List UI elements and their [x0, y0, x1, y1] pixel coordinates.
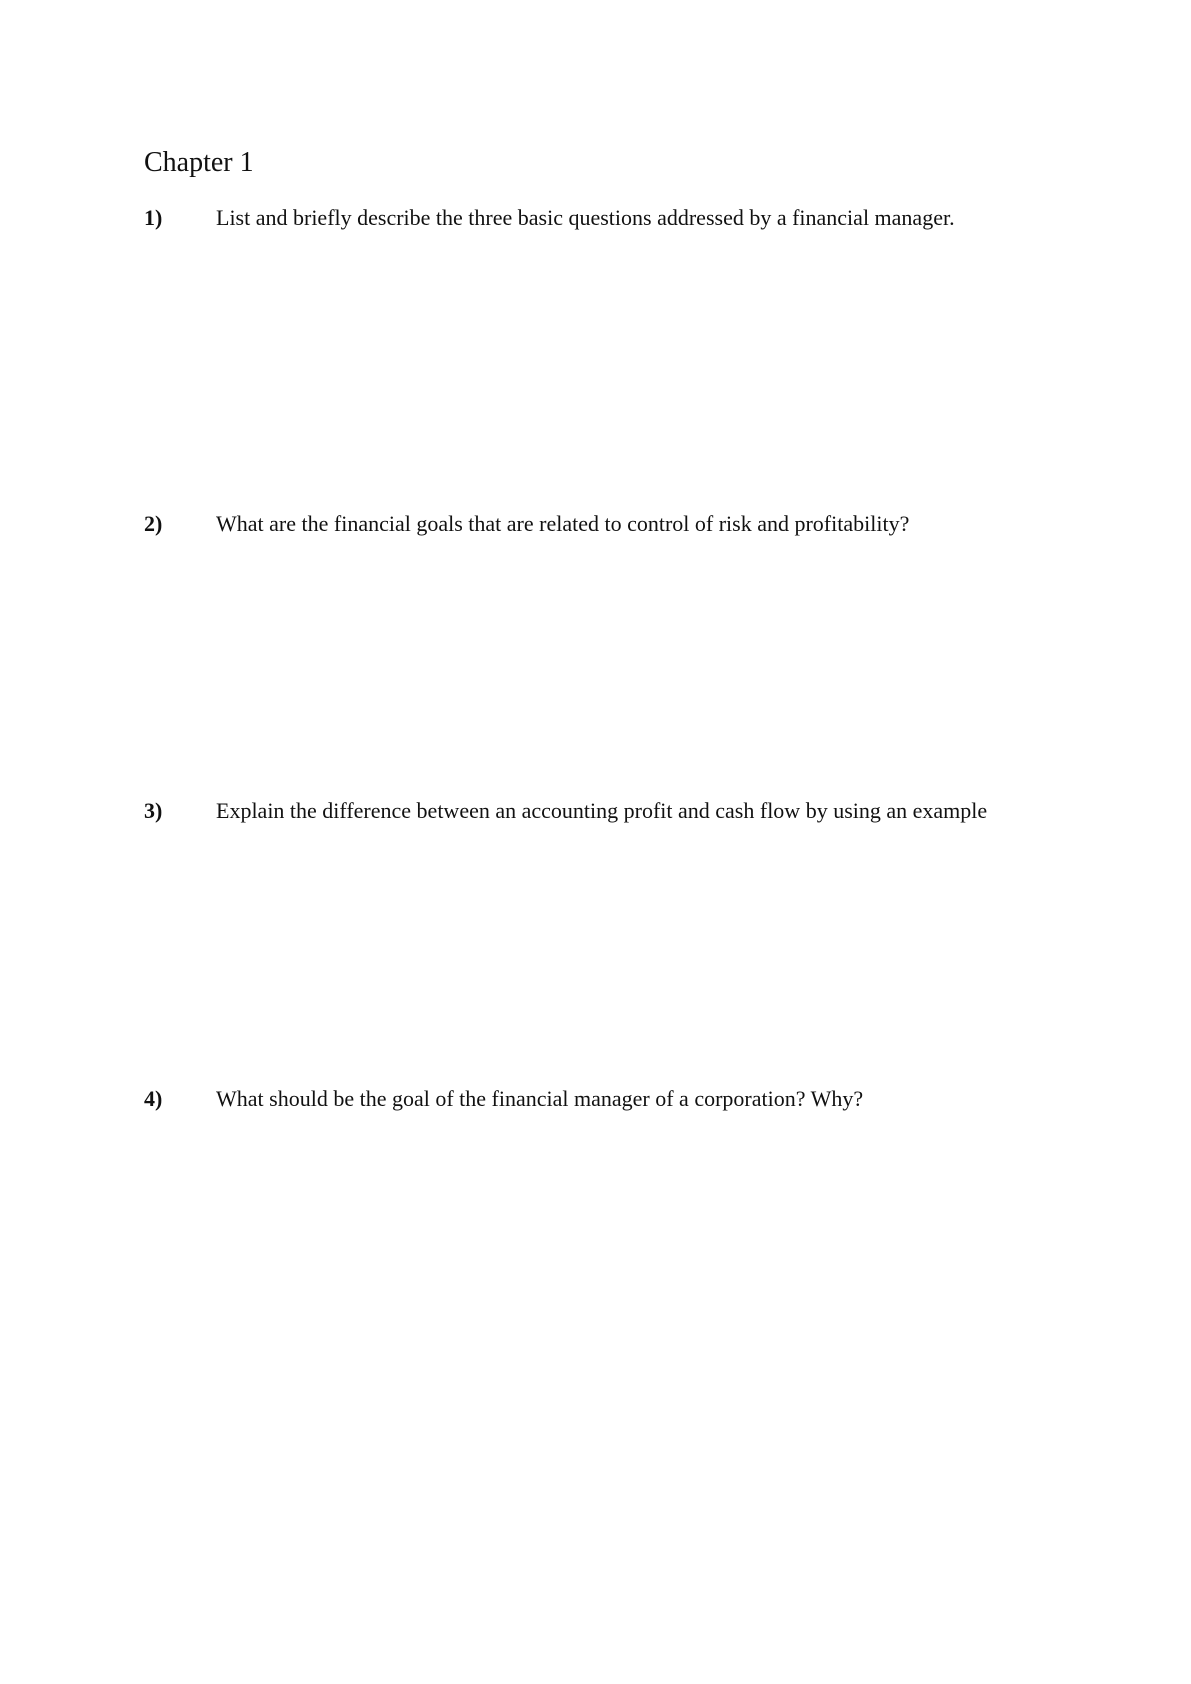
question-text: List and briefly describe the three basic questions addressed by a financial manager. [216, 205, 955, 230]
question-text: What are the financial goals that are related to control of risk and profitability? [216, 511, 910, 536]
question-number: 1) [144, 205, 163, 230]
question-item [144, 509, 1104, 539]
question-number: 2) [144, 511, 163, 536]
question-text: What should be the goal of the financial manager of a corporation? Why? [216, 1086, 864, 1111]
question-number: 3) [144, 798, 163, 823]
question-number: 4) [144, 1086, 163, 1111]
question-text: Explain the difference between an accounting profit and cash flow by using an example [216, 798, 988, 823]
question-item [144, 796, 1104, 826]
chapter-title: Chapter 1 [144, 147, 254, 178]
question-item [144, 203, 1104, 233]
question-item [144, 1084, 1104, 1114]
